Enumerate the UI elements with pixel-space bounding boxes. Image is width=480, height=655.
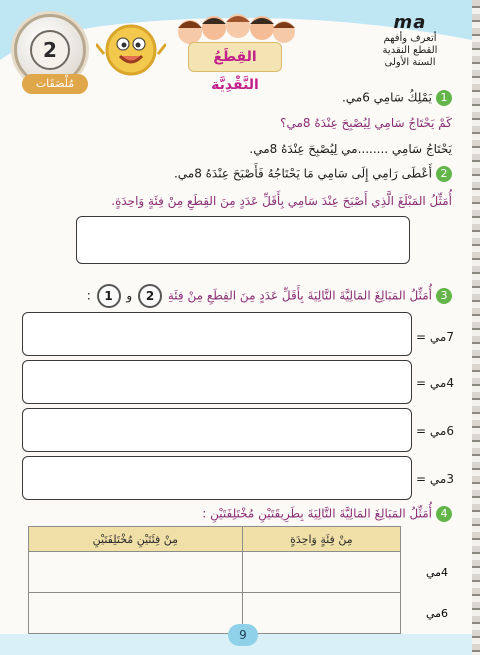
logo-mark: ma xyxy=(393,12,427,33)
unit-label: مُلْصَقَات xyxy=(22,74,88,94)
q1-text: يَمْلِكُ سَامِي 6مي. xyxy=(341,90,432,105)
q4-line xyxy=(202,506,452,522)
cell-one-type-2[interactable] xyxy=(242,593,400,634)
amount-label-3: 6مي = xyxy=(416,424,454,438)
table-corner xyxy=(401,527,453,552)
q2-number: 2 xyxy=(436,166,452,182)
smiling-coin-mascot-icon xyxy=(96,14,166,84)
q3-line xyxy=(87,284,452,308)
q1-question: كَمْ يَحْتَاجُ سَامِي لِيُصْبِحَ عِنْدَهُ 8مي؟ xyxy=(280,116,452,130)
q2-instruction: أُمَثِّلُ المَبْلَغَ الَّذِي أَصْبَحَ عِنْدَ سَامِي بِأَقَلِّ عَدَدٍ مِنَ القِطَعِ مِنْ فِئَةٍ وَاحِدَةٍ. xyxy=(111,194,452,208)
unit-coin-badge xyxy=(8,14,88,94)
amount-label-1: 7مي = xyxy=(416,330,454,344)
q3-text: أُمَثِّلُ المَبَالِغَ المَالِيَّةَ التَّالِيَةَ بِأَقَلِّ عَدَدٍ مِنَ القِطَعِ مِنْ فِئَةِ xyxy=(167,288,432,303)
q1-line xyxy=(342,90,452,106)
coin-1-icon: 1 xyxy=(97,284,121,308)
q1-answer-line: يَحْتَاجُ سَامِي ........مي لِيُصْبِحَ عِنْدَهُ 8مي. xyxy=(249,142,452,156)
cell-one-type-1[interactable] xyxy=(242,552,400,593)
header-one-type: مِنْ فِئَةٍ وَاحِدَةٍ xyxy=(242,527,400,552)
cell-two-types-1[interactable] xyxy=(29,552,243,593)
amount-box-3[interactable] xyxy=(22,408,412,452)
q4-number: 4 xyxy=(436,506,452,522)
spiral-binding xyxy=(472,0,480,655)
page-number: 9 xyxy=(228,624,258,646)
row-label-1: 4مي xyxy=(401,552,453,593)
q3-number: 3 xyxy=(436,288,452,304)
q2-line xyxy=(174,166,452,182)
q3-and: و xyxy=(126,288,133,303)
q2-answer-box[interactable] xyxy=(76,216,410,264)
book-subtitle: القطع النقدية xyxy=(382,45,438,56)
header-two-types: مِنْ فِئَتَيْنِ مُخْتَلِفَتَيْنِ xyxy=(29,527,243,552)
q2-text: أَعْطَى رَامِي إِلَى سَامِي مَا يَحْتَاجُهُ فَأَصْبَحَ عِنْدَهُ 8مي. xyxy=(173,166,432,181)
table-row xyxy=(29,552,453,593)
page-title: القِطَعُ النَّقْدِيَّة xyxy=(188,42,282,72)
unit-number: 2 xyxy=(30,30,70,70)
amount-box-2[interactable] xyxy=(22,360,412,404)
q1-number: 1 xyxy=(436,90,452,106)
q4-text: أُمَثِّلُ المَبَالِغَ المَالِيَّةَ التَّالِيَةَ بِطَرِيقَتَيْنِ مُخْتَلِفَتَيْنِ : xyxy=(202,506,432,521)
table-header-row xyxy=(29,527,453,552)
q3-colon: : xyxy=(86,288,91,303)
cell-two-types-2[interactable] xyxy=(29,593,243,634)
amount-label-4: 3مي = xyxy=(416,472,454,486)
publisher-logo xyxy=(360,12,460,69)
amount-box-1[interactable] xyxy=(22,312,412,356)
amount-label-2: 4مي = xyxy=(416,376,454,390)
q4-table xyxy=(28,526,452,634)
amount-box-4[interactable] xyxy=(22,456,412,500)
coin-2-icon: 2 xyxy=(138,284,162,308)
book-title: أتعرف وأفهم xyxy=(383,33,437,44)
book-grade: السنة الأولى xyxy=(384,57,436,68)
row-label-2: 6مي xyxy=(401,593,453,634)
